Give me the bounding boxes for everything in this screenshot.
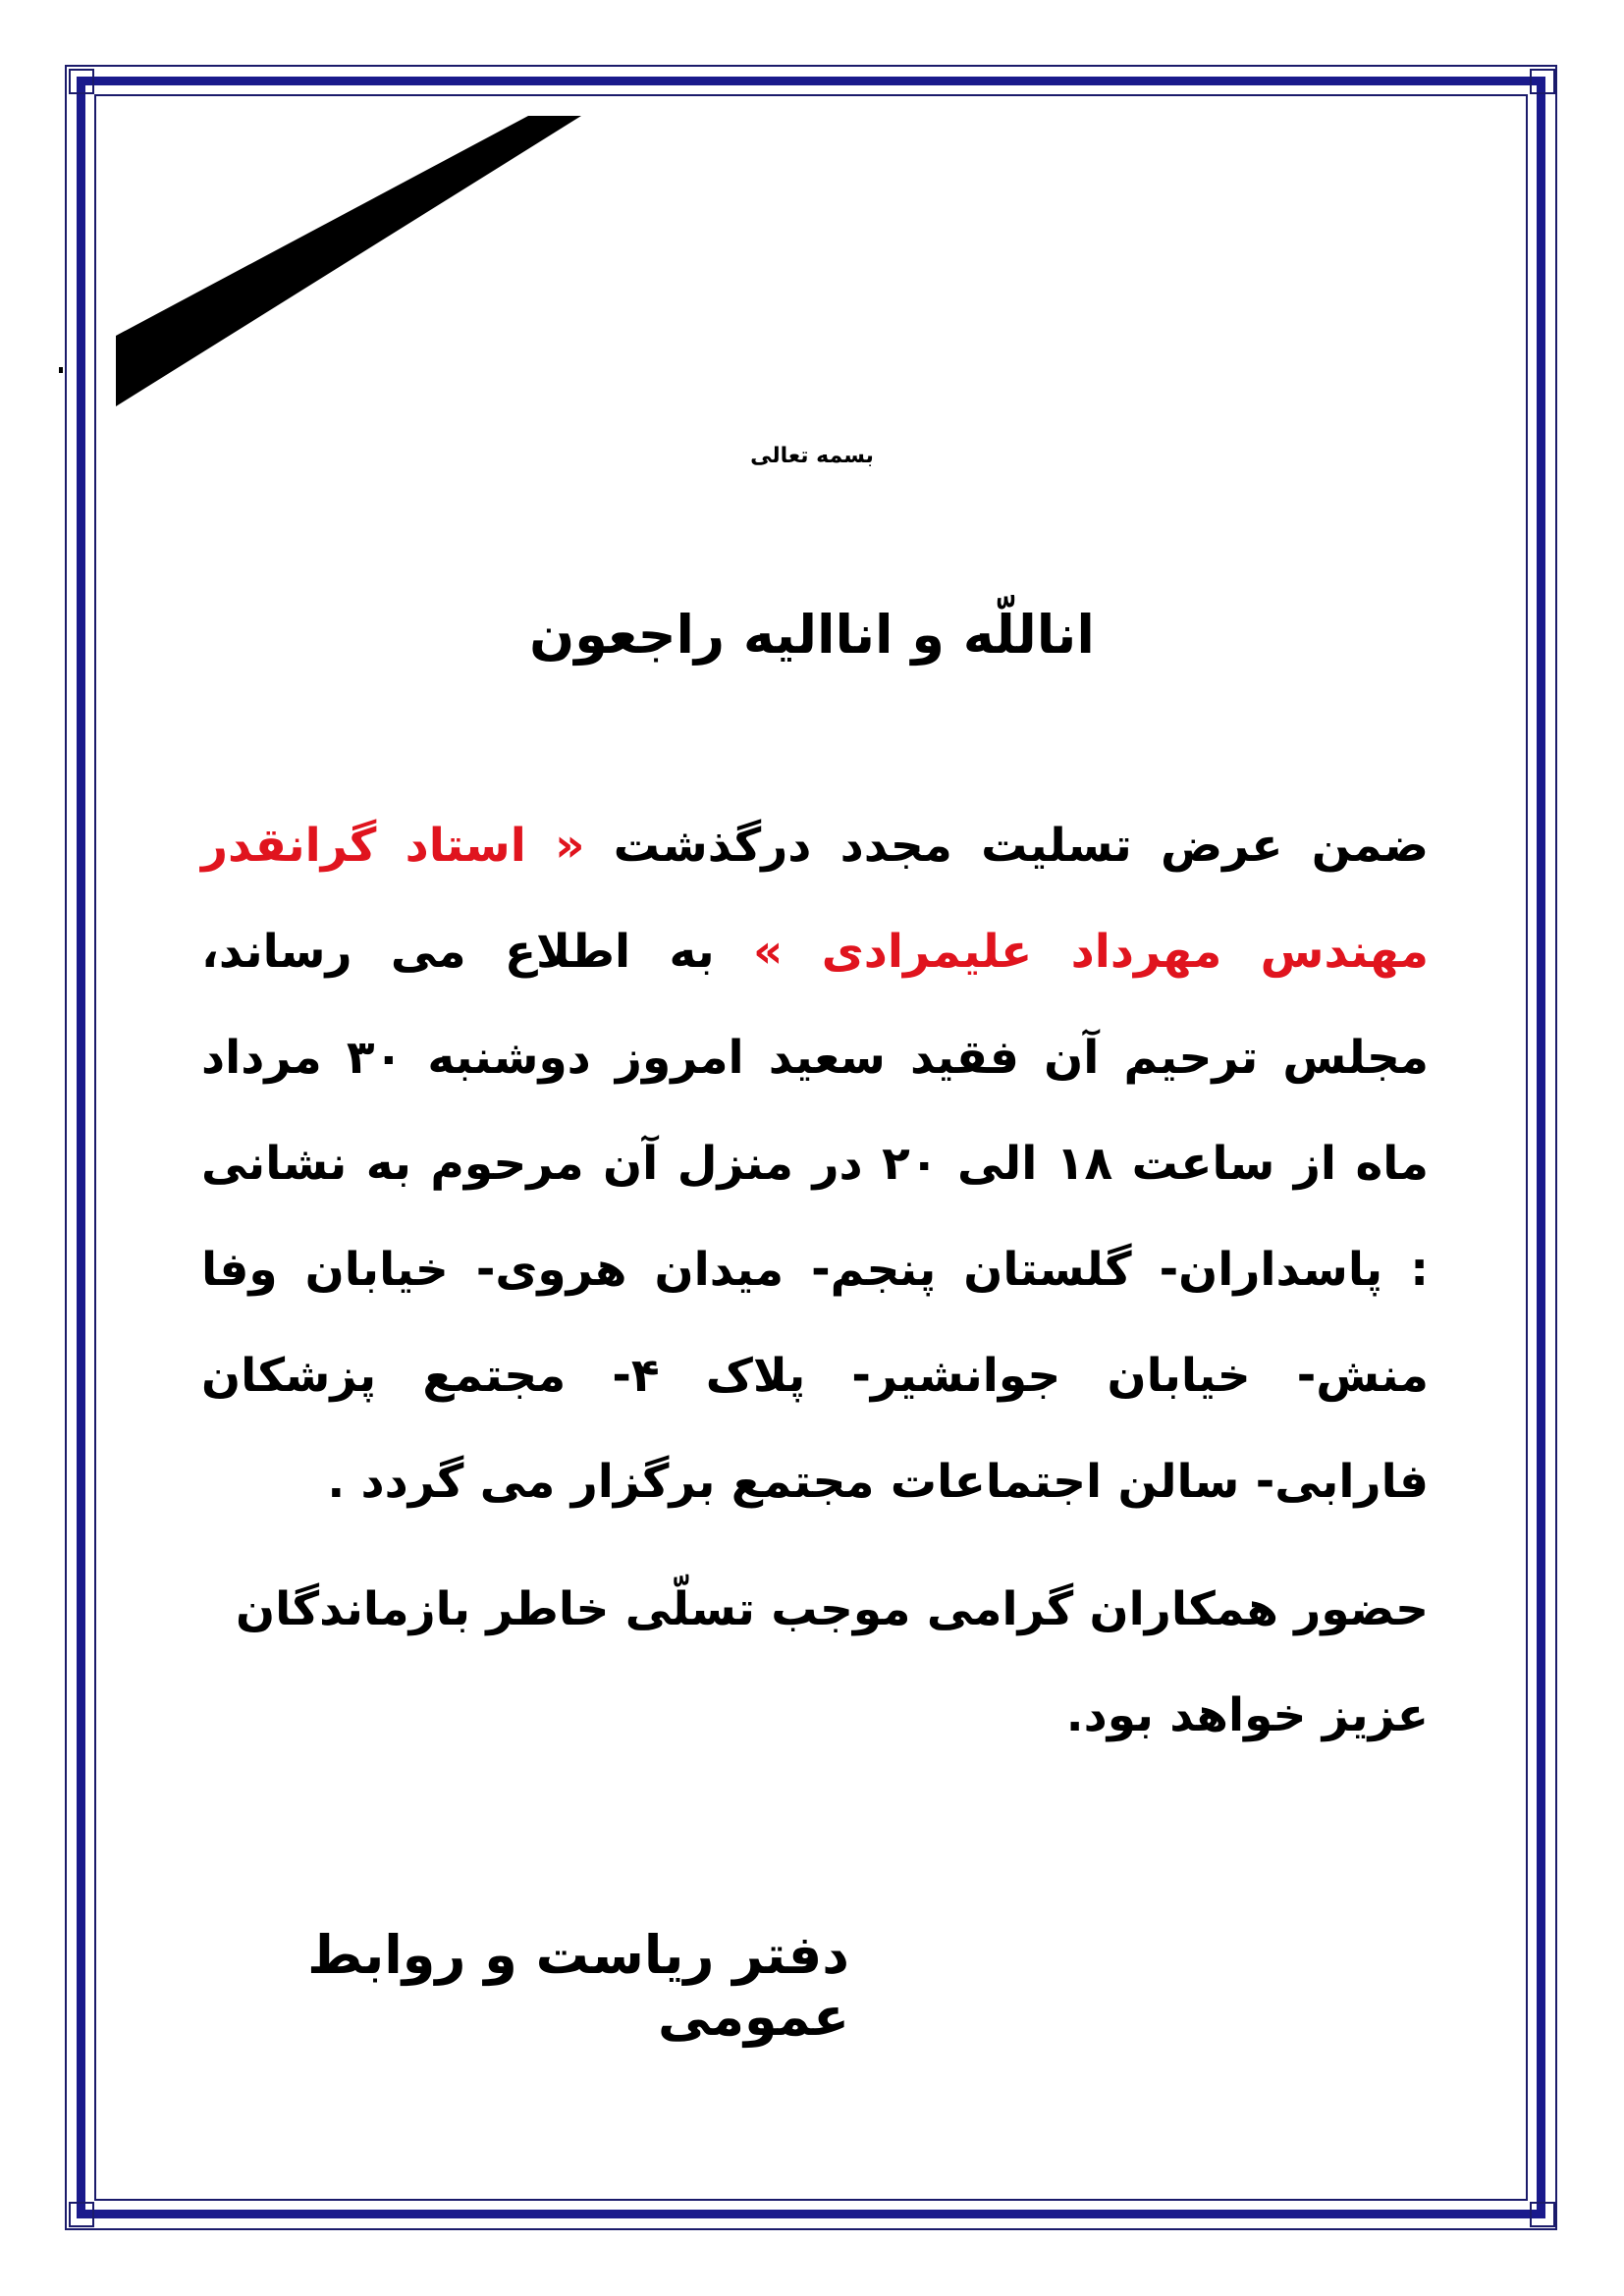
border-corner-bottom-left: [69, 2202, 94, 2227]
body-main: به اطلاع می رساند، مجلس ترحيم آن فقيد سعيد امروز دوشنبه ۳۰ مرداد ماه از ساعت ۱۸ الی ۲۰ در منزل آن مرحوم به نشانی : پاسداران- گلستان پنجم- ميدان هروی- خيابان وفا منش- خيابان جوانشير- پلاک ۴- مجتمع پزشکان فارابی- سالن اجتماعات مجتمع برگزار می گردد .: [201, 925, 1430, 1509]
border-corner-top-left: [69, 69, 94, 94]
signature: دفتر رياست و روابط عمومی: [307, 1924, 849, 2048]
announcement-body: [201, 793, 1429, 1535]
basmala-heading: بسمه تعالی: [750, 444, 874, 468]
closing-paragraph: حضور همکاران گرامی موجب تسلّی خاطر بازماندگان عزيز خواهد بود.: [235, 1582, 1429, 1742]
border-corner-bottom-right: [1530, 2202, 1555, 2227]
border-corner-top-right: [1530, 69, 1555, 94]
body-intro: ضمن عرض تسليت مجدد درگذشت: [613, 819, 1429, 873]
honoree-name: « استاد گرانقدر مهندس مهرداد عليمرادی »: [201, 819, 1429, 979]
margin-mark: [59, 367, 63, 373]
condolence-title: اناللّه و انااليه راجعون: [529, 604, 1095, 666]
